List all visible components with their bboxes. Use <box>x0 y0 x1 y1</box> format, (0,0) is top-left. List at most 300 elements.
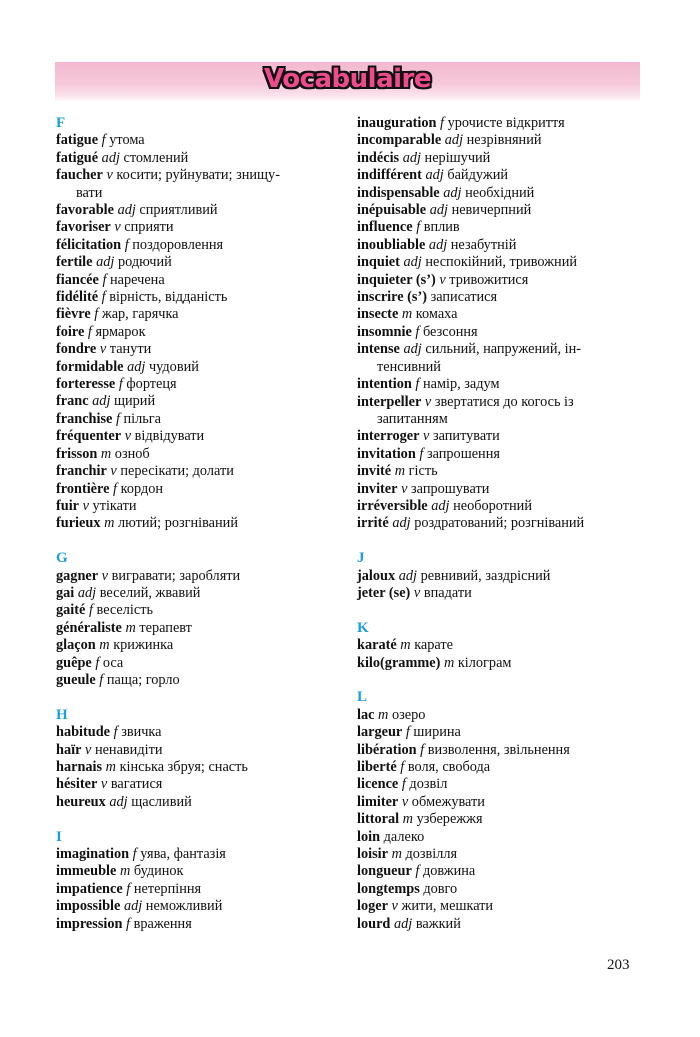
entry-pos: v <box>110 463 117 480</box>
entry-pos: v <box>99 341 107 358</box>
entry-word: licence <box>357 776 399 793</box>
entry-translation: далеко <box>383 828 425 845</box>
entry-word: harnais <box>56 758 103 775</box>
entry-pos: adj <box>444 132 464 149</box>
entry-translation: байдужий <box>447 167 508 184</box>
vocab-entry <box>357 428 647 445</box>
entry-translation: танути <box>109 341 152 358</box>
entry-word: inquiet <box>357 254 400 271</box>
vocab-entry <box>357 463 647 480</box>
entry-word: lac <box>357 706 375 723</box>
entry-translation: сприяти <box>124 219 174 236</box>
vocab-entry <box>56 637 346 654</box>
vocab-entry <box>357 150 647 167</box>
entry-word: franc <box>56 393 89 410</box>
entry-word: insomnie <box>357 323 412 340</box>
vocab-entry <box>357 306 647 323</box>
entry-pos: v <box>401 480 408 497</box>
entry-pos: adj <box>403 254 422 271</box>
entry-translation: звичка <box>121 724 162 741</box>
section-letter: G <box>56 550 68 567</box>
vocab-entry <box>357 794 647 811</box>
vocab-entry <box>56 237 346 254</box>
entry-word: fiancée <box>56 271 99 288</box>
entry-translation-cont: запитанням <box>377 410 448 427</box>
entry-translation: ширина <box>413 724 461 741</box>
vocab-entry <box>357 568 647 585</box>
vocab-entry <box>357 272 647 289</box>
entry-translation: незрівняний <box>466 132 542 149</box>
entry-pos: f <box>419 445 424 462</box>
vocab-entry <box>357 585 647 602</box>
entry-word: habitude <box>56 724 111 741</box>
entry-translation: невичерпний <box>451 202 532 219</box>
entry-word: longueur <box>357 863 412 880</box>
entry-pos: m <box>391 845 402 862</box>
entry-translation-cont: тенсивний <box>377 358 441 375</box>
entry-translation: звертатися до когось із <box>434 393 574 410</box>
entry-translation: будинок <box>133 863 184 880</box>
entry-translation: вигравати; заробляти <box>111 567 241 584</box>
entry-word: impossible <box>56 898 121 915</box>
vocab-entry <box>357 237 647 254</box>
entry-translation: неможливий <box>145 898 223 915</box>
entry-word: invité <box>357 463 392 480</box>
entry-pos: adj <box>443 184 462 201</box>
entry-pos: f <box>94 306 99 323</box>
entry-translation: відвідувати <box>134 428 205 445</box>
vocab-entry <box>56 167 346 202</box>
entry-word: loger <box>357 898 388 915</box>
vocab-entry <box>56 742 346 759</box>
entry-translation: чудовий <box>148 358 199 375</box>
entry-pos: v <box>100 776 108 793</box>
entry-translation: кілограм <box>457 654 512 671</box>
entry-translation: щирий <box>114 393 156 410</box>
entry-pos: adj <box>403 341 422 358</box>
entry-word: fréquenter <box>56 428 122 445</box>
vocab-entry <box>357 707 647 724</box>
entry-word: lourd <box>357 915 391 932</box>
entry-word: loin <box>357 828 381 845</box>
entry-pos: v <box>106 167 113 184</box>
entry-word: frontière <box>56 480 110 497</box>
vocab-entry <box>56 672 346 689</box>
vocab-entry <box>357 776 647 793</box>
entry-translation: стомлений <box>123 149 189 166</box>
vocab-entry <box>357 446 647 463</box>
entry-pos: adj <box>77 584 97 601</box>
entry-pos: f <box>87 323 92 340</box>
entry-pos: adj <box>127 358 146 375</box>
entry-translation: фортеця <box>126 376 177 393</box>
vocab-entry <box>56 150 346 167</box>
entry-pos: v <box>413 584 421 601</box>
entry-translation: озеро <box>391 706 426 723</box>
entry-pos: m <box>119 863 131 880</box>
entry-word: favorable <box>56 202 114 219</box>
entry-translation: гість <box>408 463 438 480</box>
vocab-entry <box>357 376 647 393</box>
entry-word: jaloux <box>357 567 396 584</box>
entry-pos: m <box>402 811 413 828</box>
entry-pos: m <box>99 637 110 654</box>
entry-word: kilo(gramme) <box>357 654 441 671</box>
entry-translation: визволення, звільнення <box>427 741 570 758</box>
left-column <box>56 115 346 933</box>
vocab-entry <box>56 306 346 323</box>
vocab-entry <box>56 428 346 445</box>
entry-translation: косити; руйнувати; знищу- <box>116 167 280 184</box>
vocab-entry <box>56 568 346 585</box>
entry-word: félicitation <box>56 236 122 253</box>
vocab-entry <box>56 254 346 271</box>
entry-word: influence <box>357 219 413 236</box>
vocab-entry <box>357 219 647 236</box>
page-number: 203 <box>607 957 630 973</box>
title-banner <box>55 62 640 102</box>
entry-translation: дозвілля <box>405 845 458 862</box>
vocab-entry <box>56 324 346 341</box>
entry-translation: дозвіл <box>409 776 448 793</box>
entry-pos: v <box>124 428 132 445</box>
entry-word: inauguration <box>357 115 437 131</box>
entry-translation: щасливий <box>131 793 192 810</box>
entry-translation: пащa; горло <box>106 671 180 688</box>
entry-translation: поздоровлення <box>132 236 224 253</box>
entry-translation: необоротний <box>453 497 532 514</box>
entry-word: fièvre <box>56 306 91 323</box>
entry-word: gueule <box>56 671 96 688</box>
entry-pos: adj <box>96 254 115 271</box>
entry-word: fatigué <box>56 149 99 166</box>
entry-translation: веселість <box>96 602 153 619</box>
entry-translation: жар, гарячка <box>101 306 179 323</box>
entry-translation: важкий <box>415 915 461 932</box>
section-letter: H <box>56 706 68 723</box>
entry-word: guêpe <box>56 654 92 671</box>
entry-word: faucher <box>56 167 103 184</box>
entry-word: fondre <box>56 341 97 358</box>
vocab-entry <box>357 202 647 219</box>
entry-translation: записатися <box>430 289 498 306</box>
entry-pos: m <box>401 306 413 323</box>
entry-pos: f <box>132 845 137 862</box>
entry-pos: f <box>124 236 129 253</box>
vocab-entry <box>56 481 346 498</box>
vocab-entry <box>357 637 647 654</box>
entry-pos: f <box>415 863 420 880</box>
entry-word: gaité <box>56 602 86 619</box>
entry-word: hésiter <box>56 776 98 793</box>
entry-translation: веселий, жвавий <box>99 584 201 601</box>
entry-word: foire <box>56 323 85 340</box>
entry-pos: v <box>391 898 398 915</box>
entry-word: impression <box>56 915 123 932</box>
vocab-entry <box>56 219 346 236</box>
entry-translation: утікати <box>92 497 137 514</box>
entry-translation: пересікати; долати <box>120 463 234 480</box>
entry-translation: ненавидіти <box>94 741 163 758</box>
vocab-entry <box>357 324 647 341</box>
vocab-entry <box>56 655 346 672</box>
entry-pos: m <box>443 654 455 671</box>
vocab-entry <box>357 724 647 741</box>
entry-word: favoriser <box>56 219 111 236</box>
entry-word: intention <box>357 376 412 393</box>
entry-pos: adj <box>398 567 417 584</box>
entry-translation: вірність, відданість <box>109 289 228 306</box>
entry-word: irrité <box>357 515 389 532</box>
entry-translation: вплив <box>423 219 460 236</box>
entry-translation: сильний, напружений, ін- <box>425 341 581 358</box>
entry-pos: f <box>405 724 410 741</box>
entry-word: inépuisable <box>357 202 427 219</box>
entry-word: impatience <box>56 880 123 897</box>
entry-pos: m <box>125 619 136 636</box>
entry-word: interroger <box>357 428 420 445</box>
entry-translation: уява, фантазія <box>140 845 226 862</box>
entry-translation: запрошення <box>426 445 500 462</box>
vocab-entry <box>56 393 346 410</box>
vocab-entry <box>56 132 346 149</box>
vocab-entry <box>56 446 346 463</box>
entry-pos: f <box>415 376 420 393</box>
entry-word: fatigue <box>56 132 99 149</box>
entry-pos: f <box>101 289 106 306</box>
entry-pos: adj <box>92 393 111 410</box>
entry-translation: безсоння <box>422 323 478 340</box>
entry-word: fertile <box>56 254 93 271</box>
entry-word: forteresse <box>56 376 116 393</box>
entry-word: fidélité <box>56 289 99 306</box>
entry-translation: довжина <box>422 863 476 880</box>
vocab-entry <box>357 515 647 532</box>
vocab-entry <box>56 846 346 863</box>
vocab-entry <box>357 846 647 863</box>
entry-pos: m <box>378 706 389 723</box>
entry-translation: незабутній <box>450 236 517 253</box>
vocab-entry <box>56 776 346 793</box>
vocab-entry <box>56 411 346 428</box>
entry-pos: f <box>113 480 118 497</box>
entry-word: limiter <box>357 793 399 810</box>
vocab-entry <box>56 881 346 898</box>
vocab-entry <box>357 811 647 828</box>
entry-pos: f <box>400 758 405 775</box>
entry-word: liberté <box>357 758 397 775</box>
entry-translation: пільга <box>123 410 162 427</box>
entry-translation: оса <box>102 654 124 671</box>
entry-pos: m <box>105 758 116 775</box>
entry-word: fuir <box>56 497 80 514</box>
entry-word: gai <box>56 584 75 601</box>
entry-word: furieux <box>56 515 101 532</box>
entry-word: inviter <box>357 480 398 497</box>
vocab-entry <box>357 185 647 202</box>
vocab-entry <box>56 498 346 515</box>
entry-pos: f <box>99 671 104 688</box>
entry-translation: кордон <box>120 480 164 497</box>
entry-translation: карате <box>414 637 453 654</box>
entry-pos: v <box>401 793 409 810</box>
entry-pos: adj <box>123 898 143 915</box>
entry-word: intense <box>357 341 400 358</box>
vocab-entry <box>56 794 346 811</box>
entry-pos: f <box>102 271 107 288</box>
entry-pos: adj <box>429 202 448 219</box>
entry-translation: крижинка <box>113 637 174 654</box>
entry-word: irréversible <box>357 497 428 514</box>
entry-pos: m <box>100 445 112 462</box>
vocab-entry <box>56 620 346 637</box>
entry-word: longtemps <box>357 880 420 897</box>
section-gap <box>56 689 346 706</box>
entry-pos: m <box>400 637 411 654</box>
section-gap <box>56 811 346 828</box>
vocab-entry <box>357 881 647 898</box>
entry-word: karaté <box>357 637 397 654</box>
entry-translation: лютий; розгніваний <box>117 515 238 532</box>
entry-translation: роздратований; розгніваний <box>414 515 585 532</box>
entry-translation: необхідний <box>465 184 535 201</box>
entry-pos: v <box>85 741 92 758</box>
entry-word: gagner <box>56 567 99 584</box>
entry-translation: довго <box>423 880 458 897</box>
vocab-entry <box>56 898 346 915</box>
entry-translation: вагатися <box>110 776 163 793</box>
entry-translation: ревнивий, заздрісний <box>420 567 551 584</box>
entry-pos: adj <box>428 236 448 253</box>
vocab-entry <box>56 602 346 619</box>
entry-pos: v <box>101 567 109 584</box>
entry-word: jeter (se) <box>357 584 411 601</box>
vocab-entry <box>357 829 647 846</box>
entry-translation-cont: вати <box>76 184 103 201</box>
entry-word: inoubliable <box>357 236 426 253</box>
entry-translation: жити, мешкати <box>401 898 494 915</box>
entry-word: littoral <box>357 811 400 828</box>
vocab-entry <box>357 742 647 759</box>
entry-translation: неспокійний, тривожний <box>425 254 578 271</box>
section-letter: I <box>56 828 62 845</box>
entry-translation: запитувати <box>432 428 500 445</box>
entry-word: glaçon <box>56 637 96 654</box>
entry-pos: adj <box>431 497 450 514</box>
entry-translation: враження <box>133 915 192 932</box>
entry-translation: сприятливий <box>139 202 218 219</box>
entry-pos: f <box>88 602 93 619</box>
entry-word: inscrire (s’) <box>357 289 428 306</box>
entry-pos: adj <box>402 149 421 166</box>
entry-translation: наречена <box>110 271 165 288</box>
entry-pos: f <box>440 115 445 131</box>
entry-translation: нетерпіння <box>133 880 202 897</box>
entry-translation: кінська збруя; снасть <box>119 758 248 775</box>
entry-pos: v <box>114 219 121 236</box>
vocab-entry <box>357 289 647 306</box>
entry-word: interpeller <box>357 393 422 410</box>
entry-translation: воля, свобода <box>407 758 491 775</box>
entry-word: indécis <box>357 149 400 166</box>
entry-pos: adj <box>425 167 444 184</box>
vocab-entry <box>56 585 346 602</box>
section-gap <box>357 533 647 550</box>
vocab-entry <box>56 724 346 741</box>
vocab-entry <box>56 341 346 358</box>
entry-pos: f <box>113 724 118 741</box>
section-letter: F <box>56 115 66 131</box>
entry-word: franchise <box>56 410 113 427</box>
entry-pos: f <box>101 132 106 149</box>
entry-translation: обмежувати <box>411 793 485 810</box>
vocab-entry <box>357 167 647 184</box>
entry-pos: f <box>401 776 406 793</box>
entry-word: inquieter (s’) <box>357 271 436 288</box>
entry-word: indispensable <box>357 184 440 201</box>
section-gap <box>357 602 647 619</box>
entry-word: immeuble <box>56 863 117 880</box>
entry-translation: урочисте відкриття <box>447 115 565 131</box>
entry-pos: adj <box>392 515 411 532</box>
entry-pos: f <box>415 323 420 340</box>
vocab-entry <box>357 132 647 149</box>
vocab-entry <box>56 272 346 289</box>
entry-translation: комаха <box>415 306 458 323</box>
entry-pos: m <box>104 515 115 532</box>
entry-word: largeur <box>357 724 403 741</box>
entry-pos: f <box>416 219 421 236</box>
section-gap <box>357 672 647 689</box>
entry-pos: f <box>420 741 425 758</box>
entry-pos: adj <box>109 793 128 810</box>
section-letter: L <box>357 689 368 706</box>
entry-word: imagination <box>56 845 130 862</box>
entry-word: généraliste <box>56 619 122 636</box>
entry-translation: впадати <box>423 584 472 601</box>
entry-word: frisson <box>56 445 98 462</box>
vocab-entry <box>357 254 647 271</box>
entry-word: haïr <box>56 741 82 758</box>
page-title: Vocabulaire <box>264 64 431 94</box>
vocab-entry <box>56 376 346 393</box>
vocab-entry <box>357 898 647 915</box>
entry-word: incomparable <box>357 132 442 149</box>
entry-word: indifférent <box>357 167 422 184</box>
right-column <box>357 115 647 933</box>
entry-pos: m <box>394 463 406 480</box>
entry-word: insecte <box>357 306 399 323</box>
vocab-entry <box>357 341 647 376</box>
entry-translation: терапевт <box>139 619 192 636</box>
entry-word: heureux <box>56 793 106 810</box>
vocab-entry <box>357 394 647 429</box>
section-gap <box>56 533 346 550</box>
vocab-entry <box>357 498 647 515</box>
vocab-entry <box>357 115 647 132</box>
entry-word: formidable <box>56 358 124 375</box>
vocab-entry <box>357 916 647 933</box>
entry-pos: f <box>95 654 100 671</box>
entry-pos: adj <box>101 149 120 166</box>
vocab-entry <box>357 655 647 672</box>
vocab-entry <box>357 759 647 776</box>
entry-pos: v <box>439 271 446 288</box>
vocab-entry <box>56 759 346 776</box>
entry-translation: ярмарок <box>95 323 146 340</box>
entry-pos: f <box>115 410 120 427</box>
vocab-entry <box>357 481 647 498</box>
